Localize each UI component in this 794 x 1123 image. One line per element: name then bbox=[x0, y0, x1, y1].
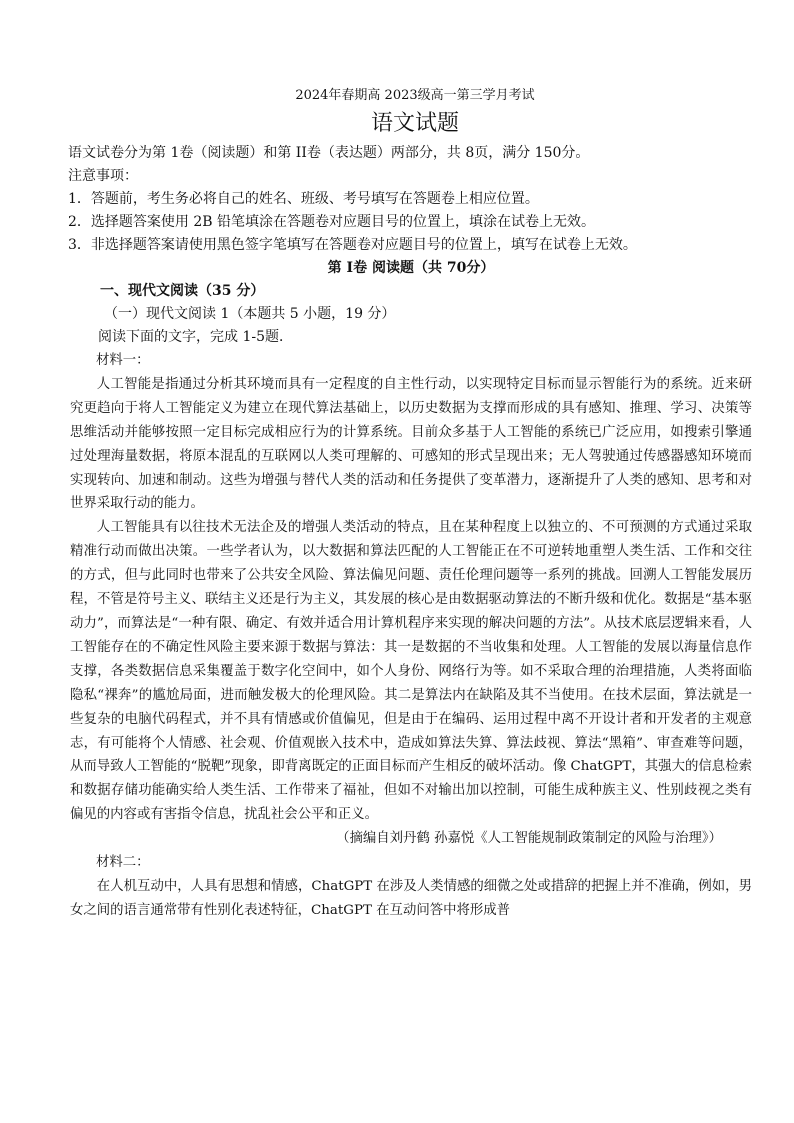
note-item: 3．非选择题答案请使用黑色签字笔填写在答题卷对应题目号的位置上，填写在试卷上无效。 bbox=[68, 237, 637, 253]
volume-title: 第 I卷 阅读题（共 70分） bbox=[327, 260, 495, 276]
paragraph: 在人机互动中，人具有思想和情感，ChatGPT 在涉及人类情感的细微之处或措辞的把握上并不准确，例如，男女之间的语言通常带有性别化表述特征，ChatGPT 在互动问答中将形成普 bbox=[70, 878, 752, 918]
material-two-label: 材料二： bbox=[96, 855, 150, 871]
note-item: 2．选择题答案使用 2B 铅笔填涂在答题卷对应题目号的位置上，填涂在试卷上无效。 bbox=[68, 214, 596, 230]
paragraph: 人工智能具有以往技术无法企及的增强人类活动的特点，且在某种程度上以独立的、不可预测的方式通过采取精准行动而做出决策。一些学者认为，以大数据和算法匹配的人工智能正在不可逆转地重塑人类生活、工作和交往的方式，但与此同时也带来了公共安全风险、算法偏见问题、责任伦理问题等一系列的挑战。回溯人工智能发展历程，不管是符号主义、联结主义还是行为主义，其发展的核心是由数据驱动算法的不断升级和优化。数据是“基本驱动力”，而算法是“一种有限、确定、有效并适合用计算机程序来实现的解决问题的方法”。从技术底层逻辑来看，人工智能存在的不确定性风险主要来源于数据与算法：其一是数据的不当收集和处理。人工智能的发展以海量信息作支撑，各类数据信息采集覆盖于数字化空间中，如个人身份、网络行为等。如不采取合理的治理措施，人类将面临隐私“裸奔”的尴尬局面，进而触发极大的伦理风险。其二是算法内在缺陷及其不当使用。在技术层面，算法就是一些复杂的电脑代码程式，并不具有情感或价值偏见，但是由于在编码、运用过程中离不开设计者和开发者的主观意志，有可能将个人情感、社会观、价值观嵌入技术中，造成如算法失算、算法歧视、算法“黑箱”、审查难等问题，从而导致人工智能的“脱靶”现象，即背离既定的正面目标而产生相反的破坏活动。像 ChatGPT，其强大的信息检索和数据存储功能确实给人类生活、工作带来了福祉，但如不对输出加以控制，可能生成种族主义、性别歧视之类有偏见的内容或有害指令信息，扰乱社会公平和正义。 bbox=[70, 520, 752, 823]
section-heading: 一、现代文阅读（35 分） bbox=[100, 283, 265, 299]
material-one-text bbox=[68, 373, 754, 827]
note-item: 1．答题前，考生务必将自己的姓名、班级、考号填写在答题卷上相应位置。 bbox=[68, 191, 539, 207]
material-two-text bbox=[68, 875, 754, 923]
paragraph: 人工智能是指通过分析其环境而具有一定程度的自主性行动，以实现特定目标而显示智能行为的系统。近来研究更趋向于将人工智能定义为建立在现代算法基础上，以历史数据为支撑而形成的具有感知、推理、学习、决策等思维活动并能够按照一定目标完成相应行为的计算系统。目前众多基于人工智能的系统已广泛应用，如搜索引擎通过处理海量数据，将原本混乱的互联网以人类可理解的、可感知的形式呈现出来；无人驾驶通过传感器感知环境而实现转向、加速和制动。这些为增强与替代人类的活动和任务提供了变革潜力，逐渐提升了人类的感知、思考和对世界采取行动的能力。 bbox=[70, 376, 752, 512]
subsection-heading: （一）现代文阅读 1（本题共 5 小题，19 分） bbox=[104, 306, 396, 322]
notes-label: 注意事项： bbox=[68, 168, 138, 184]
material-one-source: （摘编自刘丹鹤 孙嘉悦《人工智能规制政策制定的风险与治理》） bbox=[336, 831, 722, 847]
reading-instruction: 阅读下面的文字，完成 1-5题． bbox=[98, 329, 293, 345]
material-one-label: 材料一： bbox=[96, 353, 150, 368]
paper-composition: 语文试卷分为第 1卷（阅读题）和第 II卷（表达题）两部分，共 8页，满分 150分。 bbox=[68, 145, 590, 161]
subject-title: 语文试题 bbox=[370, 111, 459, 136]
exam-name: 2024年春期高 2023级高一第三学月考试 bbox=[295, 88, 535, 103]
